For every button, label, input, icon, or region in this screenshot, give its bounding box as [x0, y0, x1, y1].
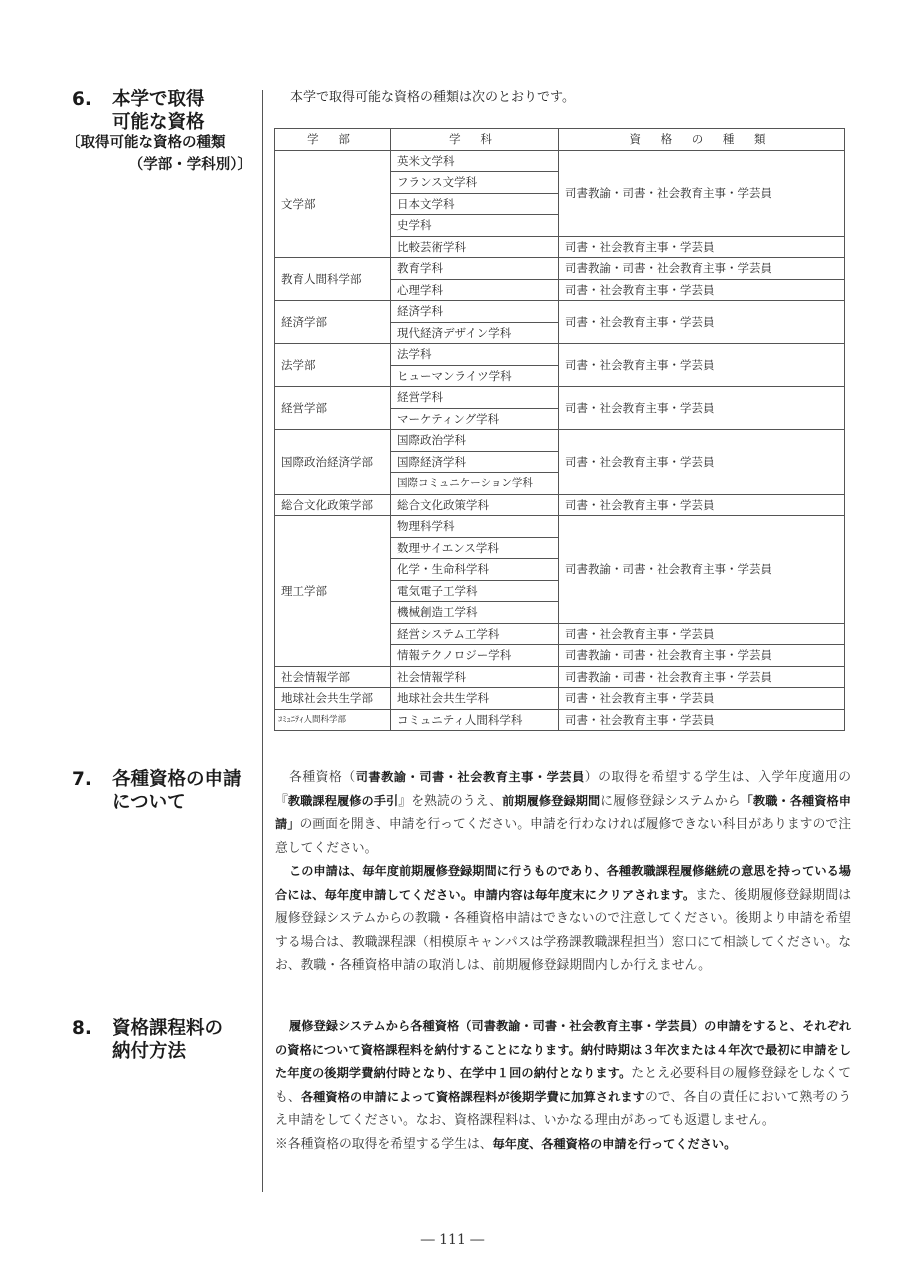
table-row — [275, 430, 845, 452]
department-cell: 心理学科 — [391, 279, 559, 301]
faculty-cell: 経営学部 — [275, 387, 391, 430]
text-run: 各種資格（ — [289, 770, 356, 785]
qualification-cell: 司書・社会教育主事・学芸員 — [559, 494, 845, 516]
department-cell: 情報テクノロジー学科 — [391, 645, 559, 667]
department-cell: 数理サイエンス学科 — [391, 537, 559, 559]
section-6-number: 6. — [72, 89, 92, 110]
emphasis-run: 前期履修登録期間 — [502, 793, 601, 808]
faculty-cell: 理工学部 — [275, 516, 391, 667]
section-7-title-line2: について — [112, 792, 186, 813]
qualification-cell: 司書・社会教育主事・学芸員 — [559, 279, 845, 301]
department-cell: 地球社会共生学科 — [391, 688, 559, 710]
qualification-cell: 司書・社会教育主事・学芸員 — [559, 236, 845, 258]
department-cell: ヒューマンライツ学科 — [391, 365, 559, 387]
section-7-title-line1: 各種資格の申請 — [112, 769, 242, 790]
department-cell: 機械創造工学科 — [391, 602, 559, 624]
department-cell: 史学科 — [391, 215, 559, 237]
qualification-cell: 司書教諭・司書・社会教育主事・学芸員 — [559, 645, 845, 667]
emphasis-run: 毎年度、各種資格の申請を行ってください。 — [492, 1136, 737, 1151]
department-cell: 国際経済学科 — [391, 451, 559, 473]
section-8-note — [275, 1133, 851, 1157]
text-run: ので、各自の責任において熟考のうえ申請をしてください。なお、資格課程料は、いかなる理由があっても返還しません。 — [275, 1089, 852, 1128]
qualification-cell: 司書教諭・司書・社会教育主事・学芸員 — [559, 516, 845, 624]
section-8-body — [275, 1015, 851, 1156]
table-row — [275, 688, 845, 710]
qualification-cell: 司書・社会教育主事・学芸員 — [559, 709, 845, 731]
department-cell: コミュニティ人間科学科 — [391, 709, 559, 731]
table-row — [275, 301, 845, 323]
department-cell: 総合文化政策学科 — [391, 494, 559, 516]
department-cell: 法学科 — [391, 344, 559, 366]
table-row — [275, 494, 845, 516]
department-cell: 物理科学科 — [391, 516, 559, 538]
table-row — [275, 516, 845, 538]
faculty-cell: 地球社会共生学部 — [275, 688, 391, 710]
section-8-paragraph-1 — [275, 1015, 851, 1133]
department-cell: 国際政治学科 — [391, 430, 559, 452]
table-row — [275, 709, 845, 731]
department-cell: フランス文学科 — [391, 172, 559, 194]
qualification-cell: 司書教諭・司書・社会教育主事・学芸員 — [559, 258, 845, 280]
header-department: 学 科 — [391, 129, 559, 151]
department-cell: マーケティング学科 — [391, 408, 559, 430]
emphasis-run: この申請は、毎年度前期履修登録期間に行うものであり、各種教職課程履修継続の意思を持っている場合には、毎年度申請してください。申請内容は毎年度末にクリアされます。 — [275, 864, 851, 902]
text-run: の画面を開き、申請を行ってください。申請を行わなければ履修できない科目がありますので注意してください。 — [275, 817, 851, 856]
text-run: ※各種資格の取得を希望する学生は、 — [275, 1136, 493, 1152]
qualification-cell: 司書・社会教育主事・学芸員 — [559, 344, 845, 387]
emphasis-run: 履修登録システムから各種資格（司書教諭・司書・社会教育主事・学芸員）の申請をすると、それぞれの資格について資格課程料を納付することになります。納付時期は３年次または４年次で最初に申請をした年度の後期学費納付時となり、在学中１回の納付となります。 — [275, 1019, 851, 1080]
section-6-title — [72, 88, 257, 134]
table-row — [275, 258, 845, 280]
table-row — [275, 344, 845, 366]
department-cell: 比較芸術学科 — [391, 236, 559, 258]
qualification-cell: 司書教諭・司書・社会教育主事・学芸員 — [559, 666, 845, 688]
text-run: に履修登録システムから — [600, 793, 741, 809]
qualification-cell: 司書・社会教育主事・学芸員 — [559, 623, 845, 645]
table-row — [275, 387, 845, 409]
section-7-title — [72, 768, 257, 814]
department-cell: 経営システム工学科 — [391, 623, 559, 645]
section-6-subtitle — [66, 132, 252, 176]
department-cell: 国際コミュニケーション学科 — [391, 473, 559, 495]
section-8-title-line2: 納付方法 — [112, 1041, 187, 1062]
department-cell: 現代経済デザイン学科 — [391, 322, 559, 344]
qualification-cell: 司書・社会教育主事・学芸員 — [559, 301, 845, 344]
faculty-cell: 教育人間科学部 — [275, 258, 391, 301]
table-row — [275, 666, 845, 688]
emphasis-run: 司書教諭・司書・社会教育主事・学芸員 — [355, 770, 585, 784]
section-8-title-line1: 資格課程料の — [112, 1018, 224, 1039]
section-6-intro: 本学で取得可能な資格の種類は次のとおりです。 — [290, 90, 575, 105]
section-6-subtitle-line2: （学部・学科別）〕 — [128, 157, 252, 173]
table-row — [275, 150, 845, 172]
department-cell: 経営学科 — [391, 387, 559, 409]
emphasis-run: 教職課程履修の手引 — [287, 793, 399, 808]
emphasis-run: 「教職・各種資格申請」 — [275, 793, 851, 831]
table-header-row — [275, 129, 845, 151]
text-run: ）の取得を希望する学生は、入学年度適用の『 — [275, 770, 852, 809]
section-6-title-line1: 本学で取得 — [112, 89, 205, 110]
qualification-cell: 司書・社会教育主事・学芸員 — [559, 688, 845, 710]
section-7-paragraph-1 — [275, 766, 851, 860]
department-cell: 教育学科 — [391, 258, 559, 280]
qualification-table — [274, 128, 845, 731]
faculty-cell: 法学部 — [275, 344, 391, 387]
qualification-cell: 司書・社会教育主事・学芸員 — [559, 387, 845, 430]
section-8-title — [72, 1017, 257, 1063]
department-cell: 日本文学科 — [391, 193, 559, 215]
header-qualification: 資 格 の 種 類 — [559, 129, 845, 151]
section-7-body — [275, 766, 851, 978]
department-cell: 化学・生命科学科 — [391, 559, 559, 581]
faculty-cell: 社会情報学部 — [275, 666, 391, 688]
qualification-cell: 司書教諭・司書・社会教育主事・学芸員 — [559, 150, 845, 236]
department-cell: 社会情報学科 — [391, 666, 559, 688]
margin-rule — [262, 90, 263, 1192]
emphasis-run: 各種資格の申請によって資格課程料が後期学費に加算されます — [300, 1089, 645, 1104]
page-number: ― 111 ― — [420, 1232, 485, 1248]
section-8-number: 8. — [72, 1018, 92, 1039]
header-faculty: 学 部 — [275, 129, 391, 151]
faculty-cell: 経済学部 — [275, 301, 391, 344]
text-run: また、後期履修登録期間は履修登録システムからの教職・各種資格申請はできないので注意してください。後期より申請を希望する場合は、教職課程課（相模原キャンパスは学務課教職課程担当）窓口にて相談してください。なお、教職・各種資格申請の取消しは、前期履修登録期間内しか行えません。 — [275, 887, 852, 973]
faculty-cell: 国際政治経済学部 — [275, 430, 391, 495]
section-7-paragraph-2 — [275, 860, 851, 978]
department-cell: 英米文学科 — [391, 150, 559, 172]
qualification-cell: 司書・社会教育主事・学芸員 — [559, 430, 845, 495]
text-run: たとえ必要科目の履修登録をしなくても、 — [275, 1066, 852, 1105]
faculty-cell: 総合文化政策学部 — [275, 494, 391, 516]
text-run: 』を熟読のうえ、 — [398, 793, 503, 809]
faculty-cell: ｺﾐｭﾆﾃｨ人間科学部 — [275, 709, 391, 731]
section-7-number: 7. — [72, 769, 92, 790]
section-6-subtitle-line1: 〔取得可能な資格の種類 — [66, 135, 226, 151]
department-cell: 経済学科 — [391, 301, 559, 323]
department-cell: 電気電子工学科 — [391, 580, 559, 602]
faculty-cell: 文学部 — [275, 150, 391, 258]
section-6-title-line2: 可能な資格 — [112, 112, 205, 133]
